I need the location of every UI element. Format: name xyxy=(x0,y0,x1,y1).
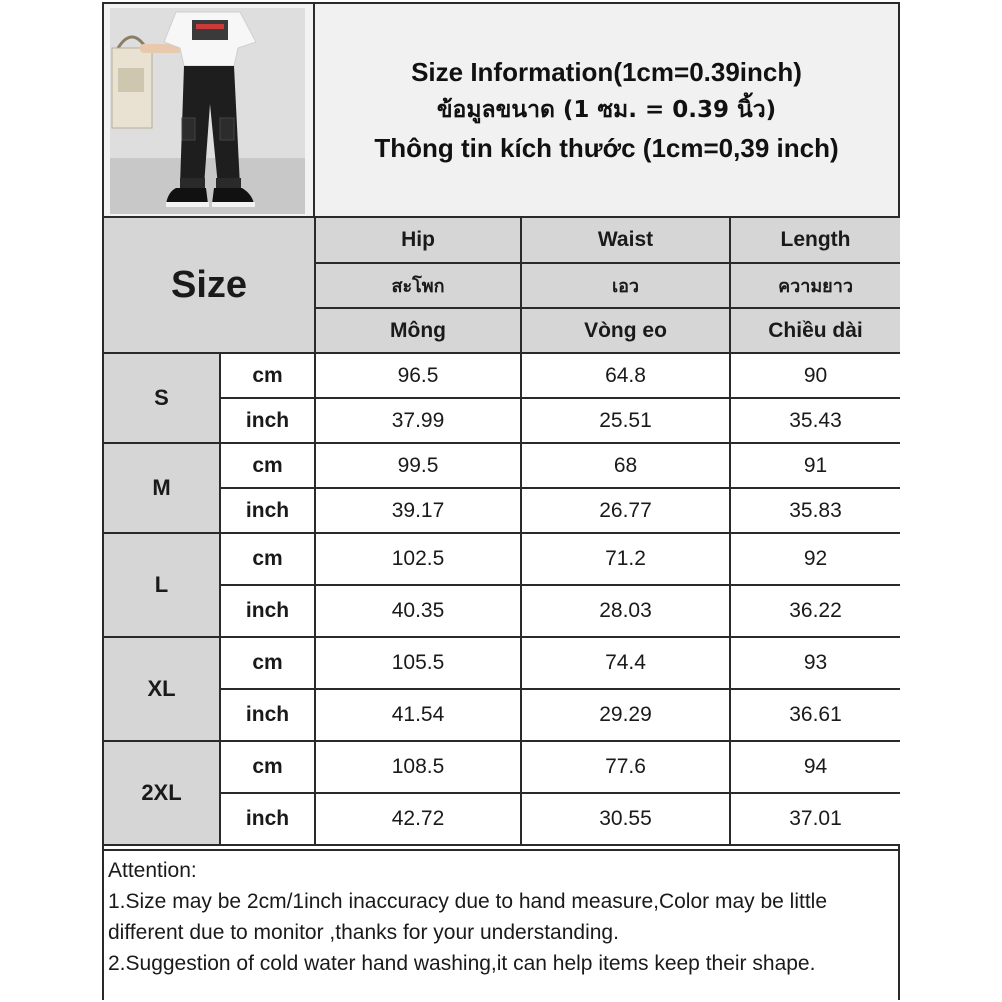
size-information-header xyxy=(315,4,898,218)
length-value: 92 xyxy=(730,533,900,585)
unit-inch: inch xyxy=(220,689,315,741)
length-value: 37.01 xyxy=(730,793,900,845)
hip-value: 105.5 xyxy=(315,637,521,689)
hip-value: 99.5 xyxy=(315,443,521,488)
product-photo-cell xyxy=(104,4,315,218)
size-table xyxy=(104,218,900,846)
hip-value: 42.72 xyxy=(315,793,521,845)
unit-cm: cm xyxy=(220,637,315,689)
header-waist-vi: Vòng eo xyxy=(521,308,730,353)
unit-cm: cm xyxy=(220,533,315,585)
table-row xyxy=(104,585,900,637)
hip-value: 40.35 xyxy=(315,585,521,637)
waist-value: 30.55 xyxy=(521,793,730,845)
unit-inch: inch xyxy=(220,488,315,533)
waist-value: 28.03 xyxy=(521,585,730,637)
waist-value: 26.77 xyxy=(521,488,730,533)
table-row xyxy=(104,637,900,689)
attention-note-2: 2.Suggestion of cold water hand washing,it can help items keep their shape. xyxy=(108,952,816,975)
table-row xyxy=(104,533,900,585)
waist-value: 71.2 xyxy=(521,533,730,585)
length-value: 94 xyxy=(730,741,900,793)
size-info-thai: ข้อมูลขนาด (1 ซม. = 0.39 นิ้ว) xyxy=(436,97,777,123)
header-length-en: Length xyxy=(730,218,900,263)
hip-value: 102.5 xyxy=(315,533,521,585)
hip-value: 41.54 xyxy=(315,689,521,741)
header-length-vi: Chiều dài xyxy=(730,308,900,353)
table-row xyxy=(104,353,900,398)
length-value: 91 xyxy=(730,443,900,488)
length-value: 93 xyxy=(730,637,900,689)
table-row xyxy=(104,488,900,533)
product-photo xyxy=(110,8,305,214)
hip-value: 37.99 xyxy=(315,398,521,443)
table-row xyxy=(104,741,900,793)
size-chart xyxy=(102,2,900,1000)
header-length-th: ความยาว xyxy=(730,263,900,308)
unit-cm: cm xyxy=(220,741,315,793)
size-s-label: S xyxy=(104,353,220,443)
attention-note-1: 1.Size may be 2cm/1inch inaccuracy due to hand measure,Color may be little different due to monitor ,thanks for your understanding. xyxy=(108,890,828,944)
unit-inch: inch xyxy=(220,793,315,845)
table-row xyxy=(104,398,900,443)
size-m-label: M xyxy=(104,443,220,533)
waist-value: 25.51 xyxy=(521,398,730,443)
length-value: 36.61 xyxy=(730,689,900,741)
table-row xyxy=(104,793,900,845)
size-column-title: Size xyxy=(104,218,315,353)
header-hip-th: สะโพก xyxy=(315,263,521,308)
waist-value: 68 xyxy=(521,443,730,488)
model-wearing-pants-image xyxy=(110,8,305,214)
hip-value: 39.17 xyxy=(315,488,521,533)
header-waist-en: Waist xyxy=(521,218,730,263)
length-value: 36.22 xyxy=(730,585,900,637)
waist-value: 29.29 xyxy=(521,689,730,741)
size-l-label: L xyxy=(104,533,220,637)
length-value: 35.83 xyxy=(730,488,900,533)
unit-inch: inch xyxy=(220,398,315,443)
attention-title: Attention: xyxy=(108,859,197,882)
waist-value: 74.4 xyxy=(521,637,730,689)
hip-value: 108.5 xyxy=(315,741,521,793)
length-value: 35.43 xyxy=(730,398,900,443)
waist-value: 64.8 xyxy=(521,353,730,398)
header-hip-vi: Mông xyxy=(315,308,521,353)
waist-value: 77.6 xyxy=(521,741,730,793)
table-row xyxy=(104,689,900,741)
unit-cm: cm xyxy=(220,353,315,398)
size-info-vietnamese: Thông tin kích thước (1cm=0,39 inch) xyxy=(374,133,839,163)
size-xl-label: XL xyxy=(104,637,220,741)
size-info-english: Size Information(1cm=0.39inch) xyxy=(411,57,802,87)
unit-cm: cm xyxy=(220,443,315,488)
unit-inch: inch xyxy=(220,585,315,637)
attention-notes xyxy=(104,849,898,1000)
header-hip-en: Hip xyxy=(315,218,521,263)
length-value: 90 xyxy=(730,353,900,398)
hip-value: 96.5 xyxy=(315,353,521,398)
header-waist-th: เอว xyxy=(521,263,730,308)
size-2xl-label: 2XL xyxy=(104,741,220,845)
table-row xyxy=(104,443,900,488)
